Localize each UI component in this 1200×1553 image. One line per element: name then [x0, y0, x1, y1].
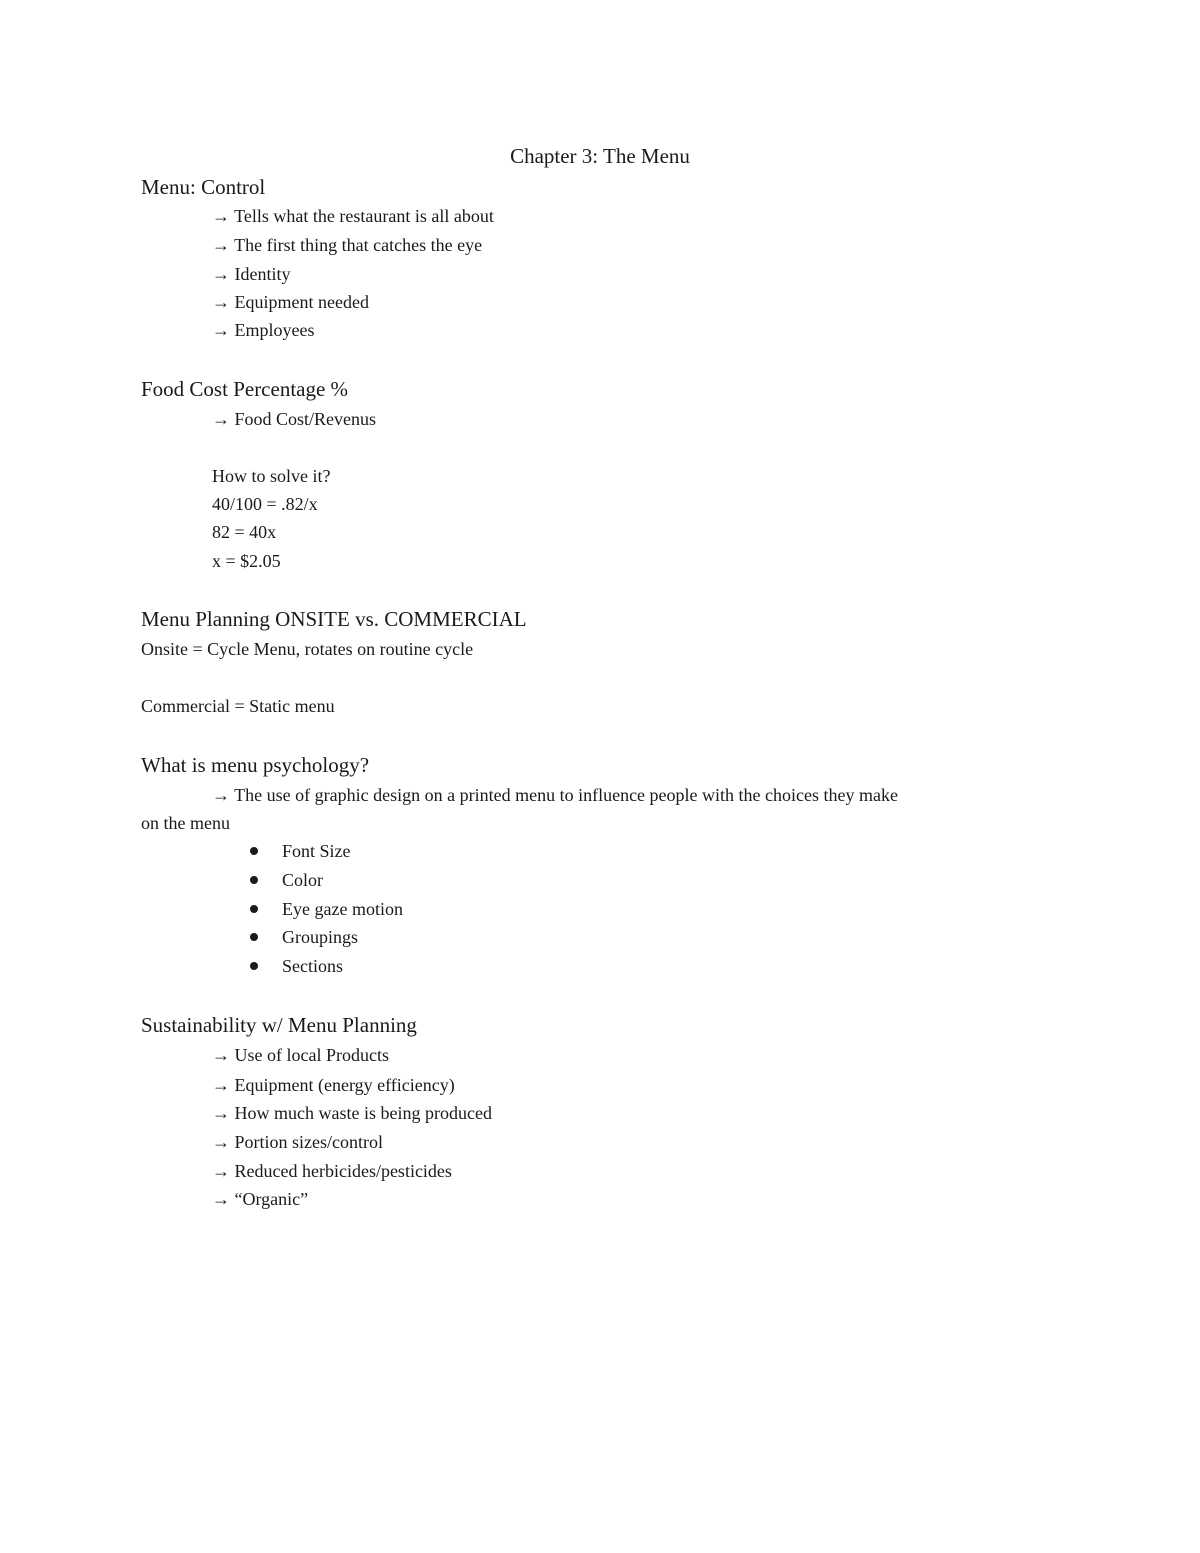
bullet-icon	[250, 905, 258, 913]
bullet-item	[250, 898, 403, 920]
bullet-item	[250, 955, 343, 977]
bullet-label: Color	[282, 870, 324, 890]
list-item: → Tells what the restaurant is all about	[212, 206, 494, 226]
list-item: → Equipment (energy efficiency)	[212, 1075, 455, 1095]
bullet-item	[250, 926, 358, 948]
list-item: → The first thing that catches the eye	[212, 235, 483, 255]
bullet-icon	[250, 933, 258, 941]
bullet-item	[250, 840, 351, 862]
bullet-label: Font Size	[282, 841, 351, 861]
section-heading-control: Menu: Control	[141, 175, 266, 199]
section-heading-psychology: What is menu psychology?	[141, 753, 370, 777]
list-item: → Equipment needed	[212, 292, 369, 312]
bullet-label: Groupings	[282, 927, 358, 947]
list-item: → How much waste is being produced	[212, 1103, 492, 1123]
psychology-definition-line-1: → The use of graphic design on a printed menu to influence people with the choices they make	[212, 785, 898, 805]
solve-step: 40/100 = .82/x	[212, 494, 318, 514]
solve-heading: How to solve it?	[212, 466, 331, 486]
bullet-item	[250, 869, 323, 891]
commercial-definition: Commercial = Static menu	[141, 696, 335, 716]
solve-step: x = $2.05	[212, 551, 281, 571]
list-item: → Portion sizes/control	[212, 1132, 383, 1152]
bullet-label: Eye gaze motion	[282, 899, 403, 919]
formula-line: → Food Cost/Revenus	[212, 409, 377, 429]
bullet-label: Sections	[282, 956, 343, 976]
solve-step: 82 = 40x	[212, 522, 277, 542]
list-item: → Identity	[212, 264, 291, 284]
list-item: → Employees	[212, 320, 315, 340]
section-heading-planning: Menu Planning ONSITE vs. COMMERCIAL	[141, 607, 527, 631]
section-heading-sustainability: Sustainability w/ Menu Planning	[141, 1013, 417, 1037]
bullet-icon	[250, 847, 258, 855]
bullet-icon	[250, 876, 258, 884]
bullet-icon	[250, 962, 258, 970]
document-title: Chapter 3: The Menu	[510, 144, 690, 168]
list-item: → Use of local Products	[212, 1045, 389, 1065]
psychology-definition-line-2: on the menu	[141, 813, 230, 833]
list-item: → Reduced herbicides/pesticides	[212, 1161, 452, 1181]
onsite-definition: Onsite = Cycle Menu, rotates on routine cycle	[141, 639, 474, 659]
list-item: → “Organic”	[212, 1189, 309, 1209]
section-heading-food-cost: Food Cost Percentage %	[141, 377, 349, 401]
